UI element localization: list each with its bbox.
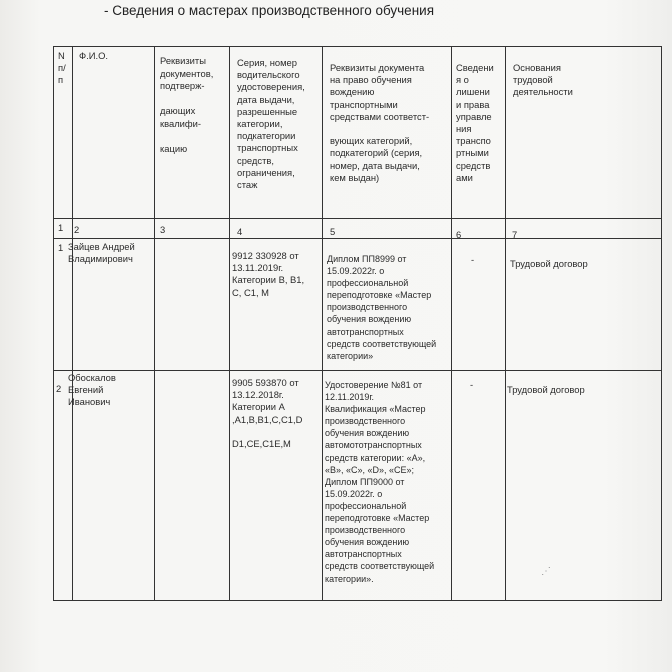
colnum-2: 2 bbox=[74, 224, 80, 235]
row-license: 9912 330928 от 13.11.2019г. Категории В, В1, С, С1, М bbox=[232, 250, 305, 298]
row-num: 1 bbox=[58, 242, 64, 253]
table-col-line bbox=[451, 46, 452, 601]
table-col-line bbox=[72, 46, 73, 601]
colnum-5: 5 bbox=[330, 226, 336, 237]
scan-artifact: ⋰ bbox=[541, 566, 551, 577]
header-training-right: Реквизиты документа на право обучения вождению транспортными средствами соответст- вующих категорий, подкатегорий (серия, номер, дата выдачи, кем выдан) bbox=[330, 62, 430, 183]
colnum-4: 4 bbox=[237, 226, 243, 237]
header-fio: Ф.И.О. bbox=[79, 50, 108, 61]
page-title: - Сведения о мастерах производственного обучения bbox=[104, 3, 434, 18]
table-col-line bbox=[229, 46, 230, 601]
row-deprivation: - bbox=[471, 254, 475, 265]
row-training-right: Удостоверение №81 от 12.11.2019г. Квалификация «Мастер производственного обучения вождению автомототранспортных средств категории: «А», «В», «С», «D», «СЕ»; Диплом ПП9000 от 15.09.2022г. о профессиональной переподготовке «Мастер производственного обучения вождению автотранспортных средств соответствующей категории». bbox=[325, 380, 435, 584]
colnum-3: 3 bbox=[160, 224, 166, 235]
row-training-right: Диплом ПП8999 от 15.09.2022г. о профессиональной переподготовке «Мастер производственного обучения вождению автотранспортных средств соответствующей категории» bbox=[327, 254, 437, 361]
header-deprivation: Сведени я о лишени и права управле ния транспо ртными средств ами bbox=[456, 62, 494, 183]
header-num: N п/ п bbox=[58, 50, 66, 86]
row-num: 2 bbox=[56, 383, 62, 394]
table-border-top bbox=[53, 46, 661, 47]
row-fio: Обоскалов Евгений Иванович bbox=[68, 372, 116, 408]
row-employment-basis: Трудовой договор bbox=[507, 384, 585, 395]
header-license: Серия, номер водительского удостоверения, дата выдачи, разрешенные категории, подкатегории транспортных средств, ограничения, стаж bbox=[237, 57, 305, 191]
row-deprivation: - bbox=[470, 379, 474, 390]
colnum-1: 1 bbox=[58, 222, 64, 233]
colnum-7: 7 bbox=[512, 229, 518, 240]
table-border-bottom bbox=[53, 600, 661, 601]
header-employment-basis: Основания трудовой деятельности bbox=[513, 62, 573, 98]
table-col-line bbox=[53, 46, 54, 601]
colnum-6: 6 bbox=[456, 229, 462, 240]
row-license: 9905 593870 от 13.12.2018г. Категории А ,А1,В,В1,С,С1,D D1,CE,C1E,M bbox=[232, 377, 303, 450]
table-col-line bbox=[505, 46, 506, 601]
table-col-line bbox=[154, 46, 155, 601]
table-header-divider bbox=[53, 218, 661, 219]
table-colnum-divider bbox=[53, 238, 661, 239]
table-col-line bbox=[322, 46, 323, 601]
table-col-line bbox=[661, 46, 662, 601]
row-employment-basis: Трудовой договор bbox=[510, 258, 588, 269]
table-row-divider bbox=[53, 370, 661, 371]
row-fio: Зайцев Андрей Владимирович bbox=[68, 241, 135, 265]
header-qual-docs: Реквизиты документов, подтверж- дающих квалифи- кацию bbox=[160, 55, 214, 155]
